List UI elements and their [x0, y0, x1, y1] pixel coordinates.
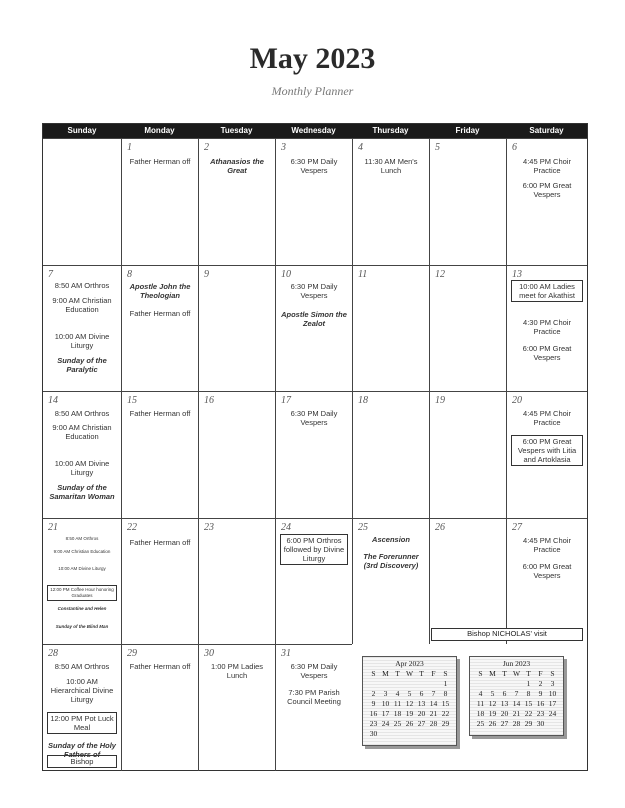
weekday-header-wednesday: Wednesday [275, 124, 352, 138]
calendar-event: 6:00 PM Great Vespers [522, 181, 572, 199]
calendar-event: 10:00 AM Divine Liturgy [58, 565, 106, 571]
day-number: 20 [512, 395, 522, 406]
mini-calendar-day: 22 [524, 708, 533, 718]
day-cell[interactable] [43, 391, 121, 518]
calendar-event: 6:00 PM Great Vespers [522, 343, 572, 362]
day-cell[interactable] [352, 391, 429, 518]
mini-calendar-day: 7 [514, 688, 519, 698]
day-number: 21 [48, 521, 58, 533]
calendar-event: 6:30 PM Daily Vespers [290, 281, 338, 300]
day-cell[interactable] [121, 265, 198, 392]
mini-calendar-weekday: F [431, 668, 436, 678]
calendar-event: 6:30 PM Daily Vespers [290, 662, 338, 680]
mini-calendar-day: 14 [512, 698, 521, 708]
mini-calendar-day: 18 [393, 708, 402, 718]
mini-calendar-day: 17 [381, 708, 390, 718]
day-cell[interactable] [121, 391, 198, 518]
day-cell[interactable] [43, 644, 121, 771]
mini-calendar-day [404, 678, 416, 688]
mini-calendar-title: Apr 2023 [395, 659, 424, 668]
day-cell[interactable] [198, 644, 275, 771]
mini-calendar-day: 9 [538, 688, 543, 698]
mini-calendar-day: 6 [419, 688, 424, 698]
mini-calendar-weekday: S [478, 668, 483, 678]
mini-calendar-day [547, 718, 559, 728]
day-number: 6 [512, 142, 517, 153]
calendar-event: 10:00 AM Hierarchical Divine Liturgy [50, 677, 114, 704]
calendar-event: 6:00 PM Great Vespers with Litia and Artoklasia [511, 435, 583, 466]
calendar-event: 4:45 PM Choir Practice [523, 535, 571, 554]
day-number: 23 [204, 521, 214, 533]
calendar-event: 4:30 PM Choir Practice [523, 317, 571, 336]
day-number: 3 [281, 142, 286, 153]
mini-calendar-day: 3 [550, 678, 555, 688]
day-number: 30 [204, 648, 214, 659]
day-cell[interactable] [198, 265, 275, 392]
mini-calendar-weekday: T [502, 668, 507, 678]
mini-calendar-day: 2 [538, 678, 543, 688]
calendar-event: 9:00 AM Christian Education [52, 295, 112, 314]
day-cell[interactable] [506, 265, 587, 392]
calendar-event: 10:00 AM Divine Liturgy [54, 459, 110, 477]
mini-calendar-day: 12 [488, 698, 497, 708]
mini-calendar-day: 15 [524, 698, 533, 708]
calendar-event: Bishop [47, 755, 117, 768]
mini-calendar-day [428, 678, 440, 688]
day-cell[interactable] [43, 265, 121, 392]
mini-calendar-day: 6 [502, 688, 507, 698]
mini-calendar-day [392, 728, 404, 738]
calendar-event: 11:30 AM Men's Lunch [364, 157, 418, 175]
day-number: 14 [48, 395, 58, 406]
mini-calendar-weekday: F [538, 668, 543, 678]
page-title: May 2023 [249, 42, 376, 75]
mini-calendar-day [416, 728, 428, 738]
mini-calendar-day [416, 678, 428, 688]
mini-calendar-weekday: S [550, 668, 555, 678]
mini-calendar-day: 5 [490, 688, 495, 698]
mini-calendar-weekday: S [443, 668, 448, 678]
mini-calendar-day: 20 [500, 708, 509, 718]
day-number: 1 [127, 142, 132, 153]
day-cell[interactable] [198, 518, 275, 645]
calendar-event: 8:50 AM Orthros [54, 662, 110, 671]
day-cell[interactable] [275, 644, 352, 771]
mini-calendar [469, 656, 564, 736]
calendar-event: 9:00 AM Christian Education [52, 423, 112, 441]
calendar-event: 6:30 PM Daily Vespers [290, 409, 338, 427]
mini-calendar-weekday: T [419, 668, 424, 678]
day-cell[interactable] [121, 138, 198, 265]
mini-calendar-day: 1 [526, 678, 531, 688]
mini-calendar-day [404, 728, 416, 738]
day-number: 4 [358, 142, 363, 153]
day-number: 9 [204, 268, 209, 280]
mini-calendar-weekday: W [405, 668, 414, 678]
mini-calendar-day [475, 678, 487, 688]
mini-calendar-day [380, 678, 392, 688]
day-number: 8 [127, 268, 132, 280]
mini-calendar-day: 26 [488, 718, 497, 728]
mini-calendar-day: 9 [371, 698, 376, 708]
mini-calendar-day: 11 [476, 698, 485, 708]
mini-calendar-day [380, 728, 392, 738]
mini-calendar-day [428, 728, 440, 738]
day-cell[interactable] [43, 518, 121, 645]
day-number: 16 [204, 395, 214, 406]
day-number: 11 [358, 268, 368, 280]
day-cell[interactable] [275, 518, 352, 645]
mini-calendar [362, 656, 457, 746]
mini-calendar-day: 21 [429, 708, 438, 718]
day-number: 2 [204, 142, 209, 153]
mini-calendar-day [499, 678, 511, 688]
bishop-visit-banner: Bishop NICHOLAS' visit [431, 628, 583, 641]
mini-calendar-day: 16 [536, 698, 545, 708]
mini-calendar-day: 3 [383, 688, 388, 698]
mini-calendar-day: 8 [526, 688, 531, 698]
day-cell[interactable] [43, 138, 121, 265]
mini-calendar-day: 24 [548, 708, 557, 718]
day-cell[interactable] [121, 644, 198, 771]
calendar-event: Sunday of the Samaritan Woman [49, 483, 115, 501]
mini-calendar-day: 25 [393, 718, 402, 728]
mini-calendar-weekday: M [489, 668, 496, 678]
mini-calendar-day: 18 [476, 708, 485, 718]
calendar-event: Apostle Simon the Zealot [281, 309, 347, 328]
mini-calendar-day: 19 [405, 708, 414, 718]
day-number: 19 [435, 395, 445, 406]
calendar-event: Father Herman off [129, 409, 191, 418]
calendar-event: 9:00 AM Christian Education [53, 548, 111, 554]
mini-calendar-day: 27 [500, 718, 509, 728]
mini-calendar-day [392, 678, 404, 688]
mini-calendar-weekday: M [382, 668, 389, 678]
day-number: 15 [127, 395, 137, 406]
mini-calendar-day: 21 [512, 708, 521, 718]
mini-calendar-day: 23 [536, 708, 545, 718]
calendar-event: 10:00 AM Ladies meet for Akathist [511, 280, 583, 302]
mini-calendar-day: 7 [431, 688, 436, 698]
mini-calendar-weekday: S [371, 668, 376, 678]
calendar-event: Athanasios the Great [210, 157, 264, 175]
day-number: 26 [435, 521, 445, 533]
calendar-event: 6:30 PM Daily Vespers [290, 157, 338, 175]
day-cell[interactable] [429, 265, 506, 392]
calendar-event: Father Herman off [129, 308, 191, 318]
mini-calendar-weekday: T [395, 668, 400, 678]
day-cell[interactable] [121, 518, 198, 645]
mini-calendar-day [511, 678, 523, 688]
day-cell[interactable] [429, 391, 506, 518]
mini-calendar-day: 5 [407, 688, 412, 698]
mini-calendar-day: 28 [512, 718, 521, 728]
mini-calendar-day: 16 [369, 708, 378, 718]
mini-calendar-day: 12 [405, 698, 414, 708]
calendar-event: Father Herman off [129, 537, 191, 547]
day-number: 12 [435, 268, 445, 280]
weekday-header-thursday: Thursday [352, 124, 429, 138]
day-number: 18 [358, 395, 368, 406]
mini-calendar-day: 13 [500, 698, 509, 708]
calendar-event: Sunday of the Holy Fathers of [48, 741, 116, 759]
page-subtitle: Monthly Planner [271, 84, 354, 98]
mini-calendar-day: 22 [441, 708, 450, 718]
calendar-event: Father Herman off [129, 662, 191, 671]
calendar-event: 10:00 AM Divine Liturgy [54, 331, 110, 350]
mini-calendar-day [368, 678, 380, 688]
day-number: 28 [48, 648, 58, 659]
calendar-event: Sunday of the Paralytic [57, 355, 107, 374]
day-number: 27 [512, 521, 522, 533]
calendar-event: 12:00 PM Coffee Hour honoring Graduates [47, 585, 117, 601]
day-number: 10 [281, 268, 291, 280]
calendar-event: 6:00 PM Orthros followed by Divine Liturgy [280, 534, 348, 565]
weekday-header-friday: Friday [429, 124, 506, 138]
calendar-grid [42, 123, 588, 771]
mini-calendar-day: 10 [548, 688, 557, 698]
mini-calendar-day: 14 [429, 698, 438, 708]
mini-calendar-day: 29 [524, 718, 533, 728]
calendar-event: 8:50 AM Orthros [54, 409, 110, 418]
calendar-event: The Forerunner (3rd Discovery) [363, 551, 419, 570]
mini-calendar-title: Jun 2023 [502, 659, 531, 668]
day-number: 29 [127, 648, 137, 659]
calendar-event: Apostle John the Theologian [129, 281, 191, 300]
mini-calendar-weekday: W [512, 668, 521, 678]
day-number: 17 [281, 395, 291, 406]
day-number: 22 [127, 521, 137, 533]
weekday-header-sunday: Sunday [43, 124, 121, 138]
day-number: 25 [358, 521, 368, 533]
mini-calendar-weekday: T [526, 668, 531, 678]
day-cell[interactable] [506, 138, 587, 265]
mini-calendar-day: 26 [405, 718, 414, 728]
weekday-header-tuesday: Tuesday [198, 124, 275, 138]
mini-calendar-day: 27 [417, 718, 426, 728]
mini-calendar-day: 4 [478, 688, 483, 698]
mini-calendar-day: 30 [536, 718, 545, 728]
weekday-header-saturday: Saturday [506, 124, 587, 138]
day-cell[interactable] [429, 138, 506, 265]
mini-calendar-day: 29 [441, 718, 450, 728]
calendar-event: 6:00 PM Great Vespers [522, 561, 572, 580]
calendar-event: 8:50 AM Orthros [54, 280, 110, 290]
calendar-event: Father Herman off [129, 157, 191, 166]
day-cell[interactable] [506, 391, 587, 518]
day-cell[interactable] [429, 518, 506, 645]
day-number: 31 [281, 648, 291, 659]
mini-calendar-day: 4 [395, 688, 400, 698]
mini-calendar-day [487, 678, 499, 688]
mini-calendar-day: 17 [548, 698, 557, 708]
weekday-header-monday: Monday [121, 124, 198, 138]
day-cell[interactable] [352, 518, 429, 645]
mini-calendar-day: 28 [429, 718, 438, 728]
day-cell[interactable] [198, 391, 275, 518]
mini-calendar-day: 15 [441, 698, 450, 708]
calendar-event: Sunday of the Blind Man [55, 623, 109, 629]
calendar-event: 8:50 AM Orthros [65, 535, 99, 541]
day-number: 13 [512, 268, 522, 280]
mini-calendar-day: 8 [443, 688, 448, 698]
mini-calendar-day: 24 [381, 718, 390, 728]
calendar-event: 1:00 PM Ladies Lunch [210, 662, 264, 680]
mini-calendar-day: 10 [381, 698, 390, 708]
mini-calendar-day: 1 [443, 678, 448, 688]
mini-calendar-day: 25 [476, 718, 485, 728]
calendar-event: Ascension [372, 534, 410, 544]
day-number: 5 [435, 142, 440, 153]
calendar-event: 12:00 PM Pot Luck Meal [47, 712, 117, 734]
day-cell[interactable] [275, 391, 352, 518]
mini-calendar-day: 11 [393, 698, 402, 708]
mini-calendar-day: 23 [369, 718, 378, 728]
day-cell[interactable] [198, 138, 275, 265]
day-cell[interactable] [275, 265, 352, 392]
mini-calendar-day: 2 [371, 688, 376, 698]
day-cell[interactable] [275, 138, 352, 265]
calendar-event: 4:45 PM Choir Practice [523, 409, 571, 427]
mini-calendar-day: 30 [369, 728, 378, 738]
mini-calendar-day: 20 [417, 708, 426, 718]
mini-calendar-day: 13 [417, 698, 426, 708]
calendar-event: Constantine and Helen [57, 605, 107, 611]
mini-calendar-day: 19 [488, 708, 497, 718]
calendar-event: 7:30 PM Parish Council Meeting [287, 688, 341, 706]
day-cell[interactable] [352, 265, 429, 392]
day-number: 7 [48, 268, 53, 280]
calendar-event: 4:45 PM Choir Practice [523, 157, 571, 175]
mini-calendar-day [440, 728, 452, 738]
day-cell[interactable] [352, 138, 429, 265]
day-number: 24 [281, 521, 291, 533]
day-cell[interactable] [506, 518, 587, 645]
